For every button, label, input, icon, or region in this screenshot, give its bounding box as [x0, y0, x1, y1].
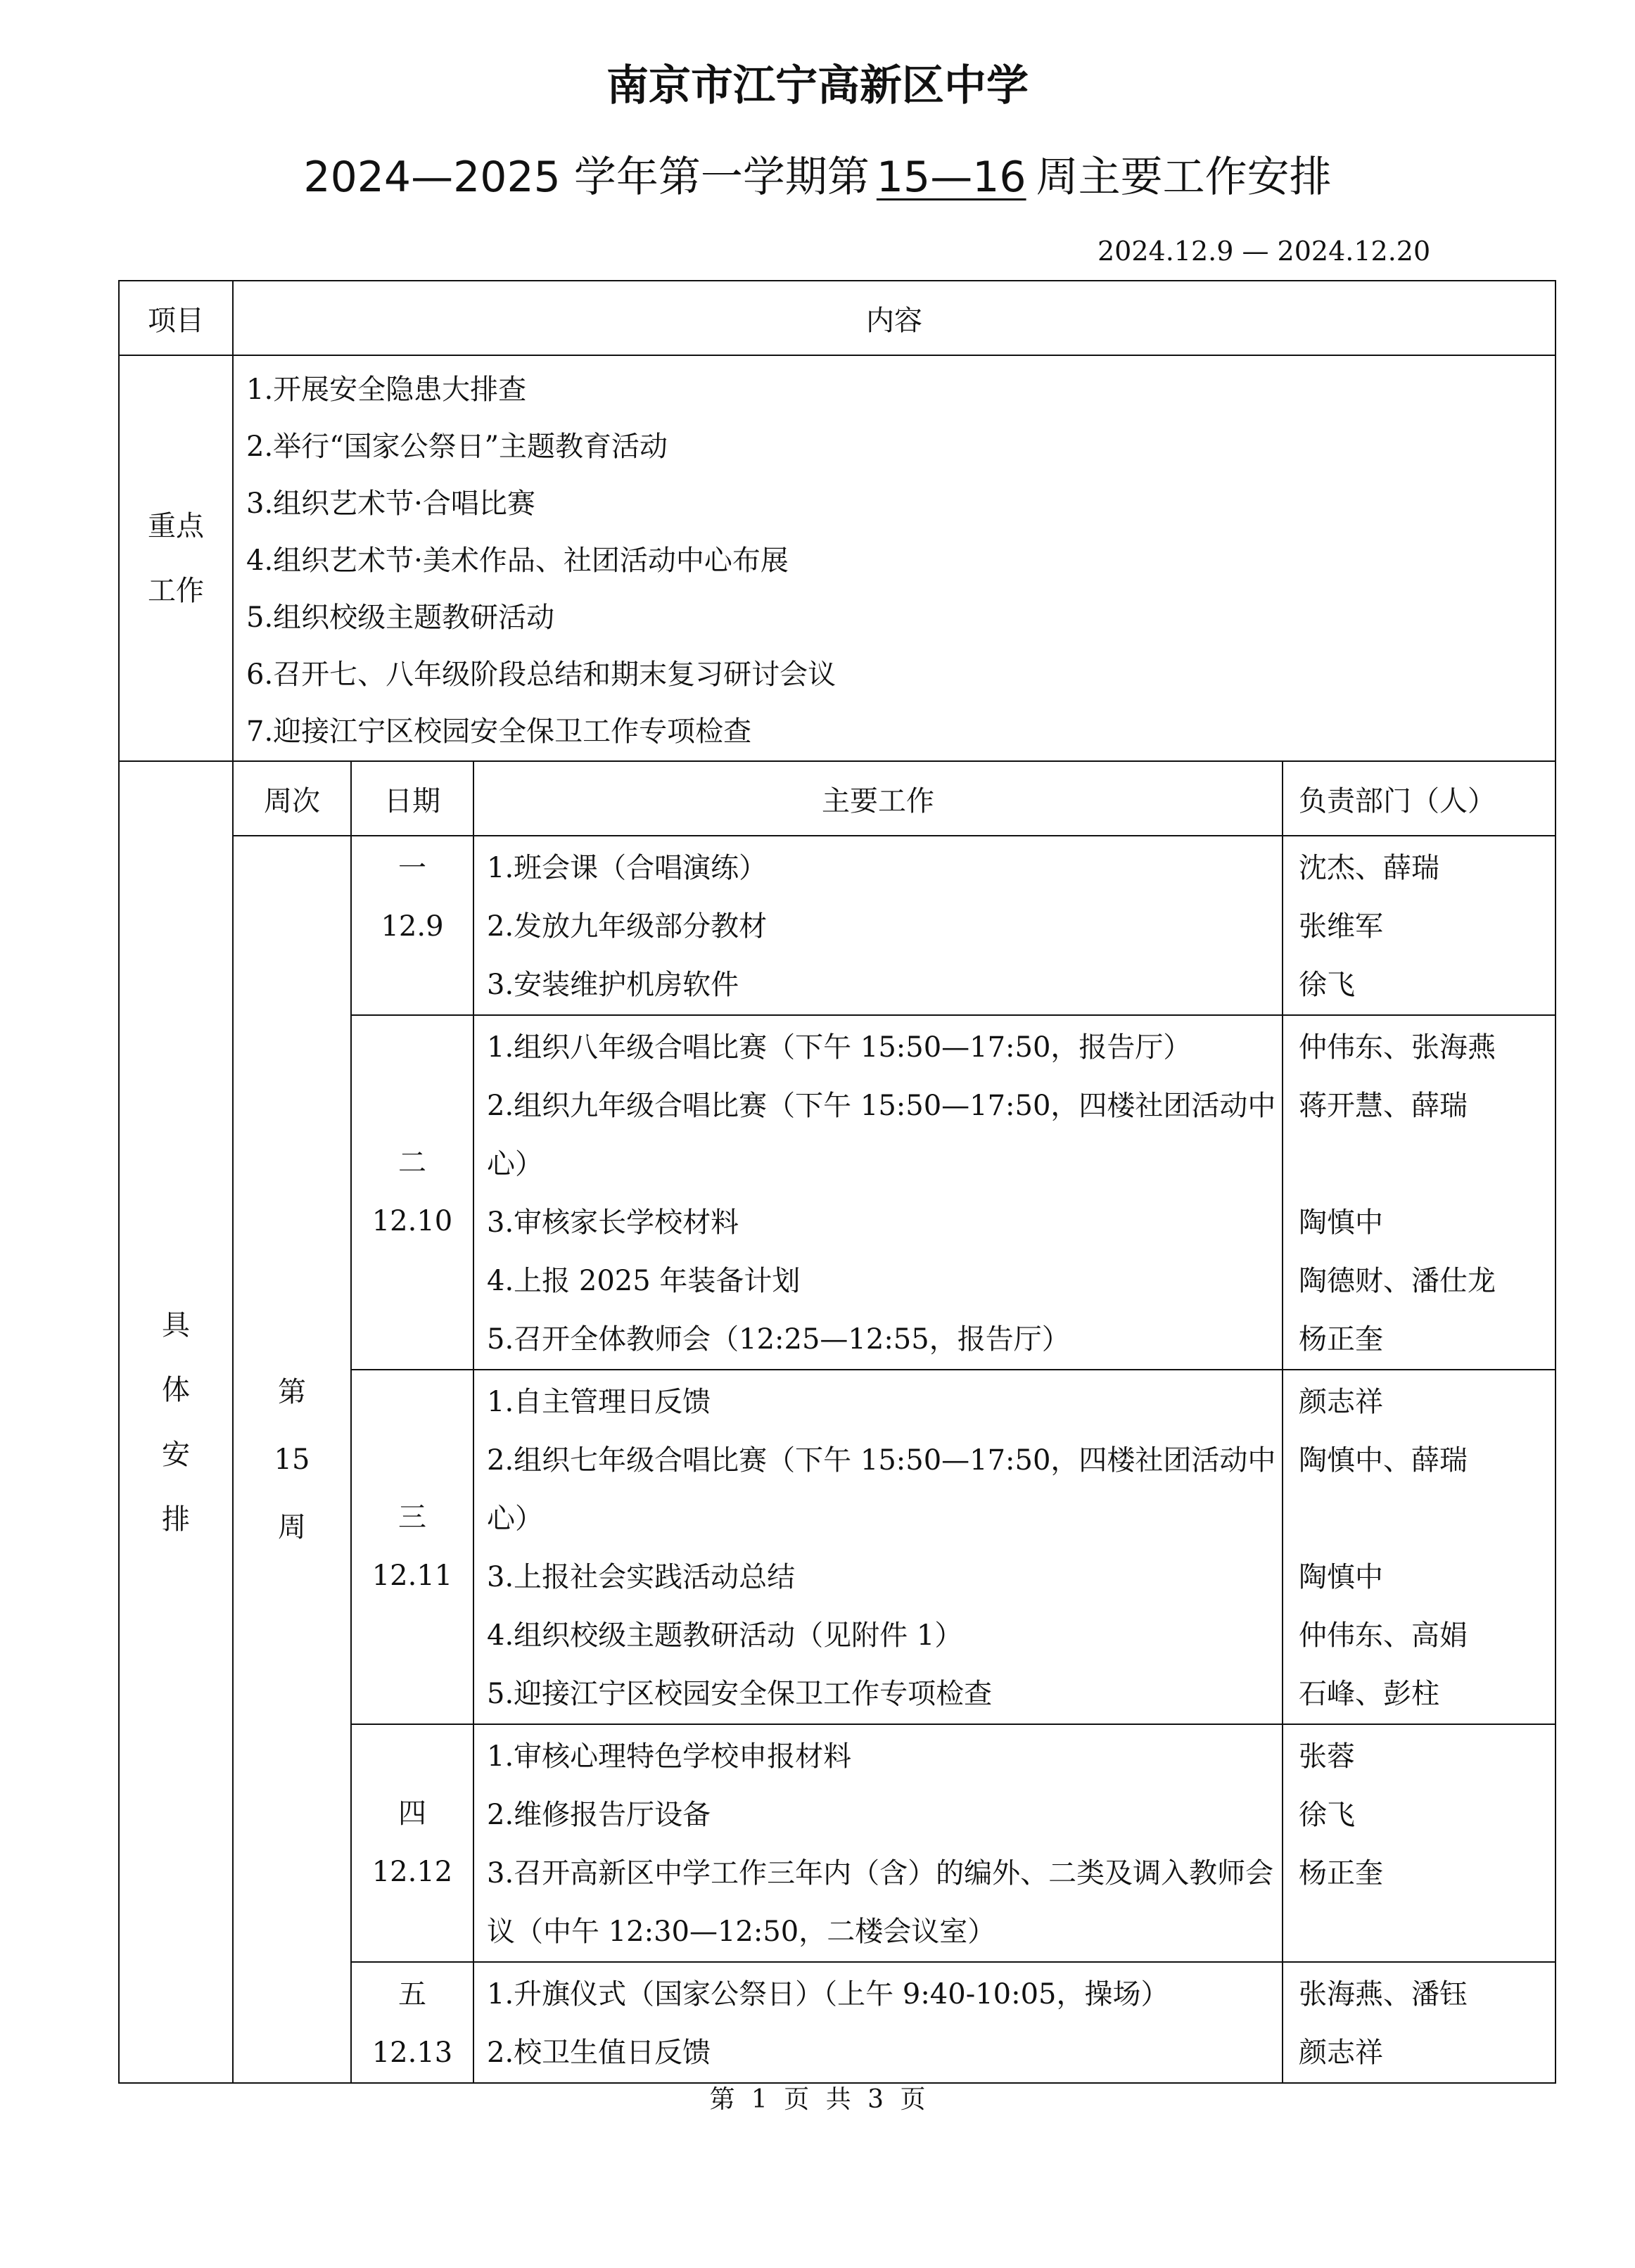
owner-item: 石峰、彭柱	[1299, 1678, 1439, 1710]
owner-item: 颜志祥	[1299, 1386, 1383, 1418]
owner-item: 蒋开慧、薛瑞	[1299, 1090, 1468, 1122]
key-work-label	[119, 355, 233, 761]
page-footer: 第 1 页 共 3 页	[709, 2085, 926, 2114]
task-item: 3.安装维护机房软件	[487, 969, 739, 1001]
week-number: 15	[274, 1443, 310, 1476]
header-item: 项目	[119, 281, 233, 355]
owner-item: 徐飞	[1299, 969, 1355, 1001]
detail-char: 体	[162, 1373, 190, 1406]
owner-item: 颜志祥	[1299, 2037, 1383, 2069]
week-char: 周	[278, 1510, 306, 1543]
school-title: 南京市江宁高新区中学	[606, 61, 1029, 110]
day-cell	[351, 1962, 473, 2083]
task-item: 2.组织七年级合唱比赛（下午 15:50—17:50，四楼社团活动中心）	[487, 1444, 1276, 1535]
schedule-table	[118, 280, 1556, 2084]
owner-cell	[1283, 1724, 1556, 1962]
task-item: 1.组织八年级合唱比赛（下午 15:50—17:50，报告厅）	[487, 1031, 1192, 1064]
weekday: 五	[398, 1978, 426, 2011]
day-cell	[351, 1015, 473, 1370]
weekday: 三	[398, 1501, 426, 1534]
task-item: 2.发放九年级部分教材	[487, 910, 768, 943]
key-label-line: 重点	[148, 509, 204, 542]
day-date: 12.10	[371, 1205, 453, 1237]
owner-item	[1283, 1135, 1555, 1194]
term-suffix: 周主要工作安排	[1036, 153, 1332, 202]
owner-item: 陶慎中、薛瑞	[1299, 1444, 1468, 1477]
task-item: 3.审核家长学校材料	[487, 1206, 739, 1239]
owner-item: 仲伟东、张海燕	[1299, 1031, 1496, 1064]
task-item: 1.自主管理日反馈	[487, 1386, 711, 1418]
day-date: 12.12	[371, 1856, 453, 1888]
owner-item: 杨正奎	[1299, 1857, 1383, 1890]
detail-char: 安	[162, 1438, 190, 1471]
term-prefix: 2024—2025 学年第一学期第	[303, 153, 870, 202]
owner-item: 张海燕、潘钰	[1299, 1978, 1468, 2011]
day-date: 12.11	[371, 1560, 453, 1592]
task-item: 1.审核心理特色学校申报材料	[487, 1740, 852, 1773]
weekday: 一	[398, 852, 426, 884]
key-item: 2.举行“国家公祭日”主题教育活动	[246, 431, 668, 463]
key-item: 3.组织艺术节·合唱比赛	[246, 488, 535, 520]
task-cell	[473, 1724, 1283, 1962]
key-label-line: 工作	[148, 574, 204, 607]
day-date: 12.9	[381, 910, 444, 943]
task-item: 1.升旗仪式（国家公祭日）（上午 9:40-10:05，操场）	[487, 1978, 1169, 2011]
task-item: 4.组织校级主题教研活动（见附件 1）	[487, 1619, 963, 1652]
weekday: 四	[398, 1797, 426, 1830]
week-char: 第	[278, 1375, 306, 1408]
task-item: 1.班会课（合唱演练）	[487, 852, 768, 884]
key-item: 4.组织艺术节·美术作品、社团活动中心布展	[246, 544, 789, 577]
key-item: 6.召开七、八年级阶段总结和期末复习研讨会议	[246, 658, 836, 691]
owner-item: 陶慎中	[1299, 1206, 1383, 1239]
owner-item: 陶德财、潘仕龙	[1299, 1265, 1496, 1297]
owner-item: 沈杰、薛瑞	[1299, 852, 1439, 884]
owner-item: 张蓉	[1299, 1740, 1355, 1773]
weekday: 二	[398, 1147, 426, 1179]
date-range: 2024.12.9 — 2024.12.20	[1098, 236, 1431, 267]
owner-cell	[1283, 1962, 1556, 2083]
task-item: 3.召开高新区中学工作三年内（含）的编外、二类及调入教师会议（中午 12:30—12:50，二楼会议室）	[487, 1857, 1274, 1948]
day-cell	[351, 1370, 473, 1724]
owner-cell	[1283, 1370, 1556, 1724]
header-content: 内容	[233, 281, 1556, 355]
owner-item: 仲伟东、高娟	[1299, 1619, 1468, 1652]
day-cell	[351, 836, 473, 1015]
owner-item: 杨正奎	[1299, 1323, 1383, 1356]
day-cell	[351, 1724, 473, 1962]
detail-char: 具	[162, 1308, 190, 1342]
task-item: 5.召开全体教师会（12:25—12:55，报告厅）	[487, 1323, 1070, 1356]
key-work-list	[233, 355, 1556, 761]
owner-cell	[1283, 1015, 1556, 1370]
detail-char: 排	[162, 1503, 190, 1536]
subheader-date: 日期	[351, 761, 473, 836]
subheader-owner: 负责部门（人）	[1283, 761, 1556, 836]
subheader-work: 主要工作	[473, 761, 1283, 836]
owner-cell	[1283, 836, 1556, 1015]
key-item: 1.开展安全隐患大排查	[246, 374, 527, 406]
week-label	[233, 836, 351, 2083]
day-date: 12.13	[371, 2037, 453, 2069]
task-cell	[473, 1962, 1283, 2083]
task-cell	[473, 1015, 1283, 1370]
key-item: 7.迎接江宁区校园安全保卫工作专项检查	[246, 715, 752, 748]
week-range: 15—16	[876, 153, 1026, 202]
task-item: 3.上报社会实践活动总结	[487, 1561, 796, 1593]
task-cell	[473, 836, 1283, 1015]
task-item: 4.上报 2025 年装备计划	[487, 1265, 801, 1297]
owner-item: 陶慎中	[1299, 1561, 1383, 1593]
key-item: 5.组织校级主题教研活动	[246, 601, 555, 634]
subheader-week: 周次	[233, 761, 351, 836]
task-cell	[473, 1370, 1283, 1724]
owner-item: 徐飞	[1299, 1799, 1355, 1831]
owner-item	[1283, 1490, 1555, 1548]
task-item: 2.校卫生值日反馈	[487, 2037, 711, 2069]
task-item: 5.迎接江宁区校园安全保卫工作专项检查	[487, 1678, 993, 1710]
task-item: 2.维修报告厅设备	[487, 1799, 711, 1831]
schedule-title	[0, 149, 1635, 205]
task-item: 2.组织九年级合唱比赛（下午 15:50—17:50，四楼社团活动中心）	[487, 1090, 1276, 1180]
detail-label	[119, 761, 233, 2083]
owner-item: 张维军	[1299, 910, 1383, 943]
